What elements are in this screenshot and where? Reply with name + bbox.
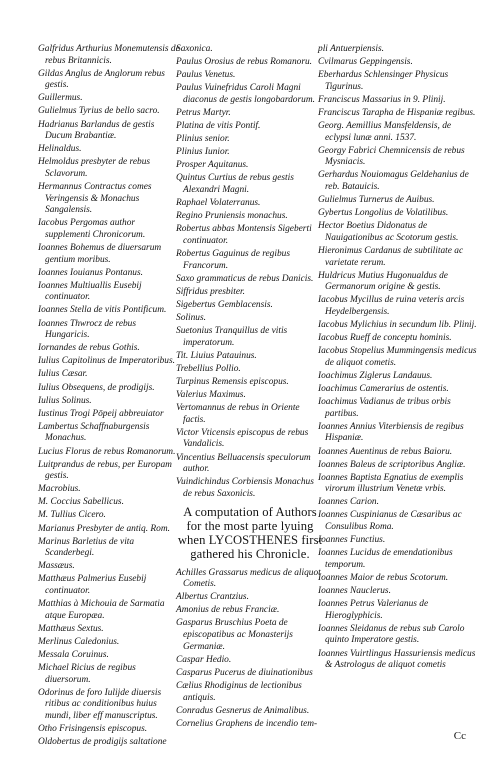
author-entry: Helmoldus presbyter de rebus Sclavorum.: [38, 157, 151, 179]
author-entry: Vertomannus de rebus in Oriente factis.: [176, 403, 300, 425]
author-entry: Iulius Solinus.: [38, 395, 92, 406]
author-entry: Suetonius Tranquillus de vitis imperatorum.: [176, 326, 288, 348]
author-entry: Amonius de rebus Franciæ.: [176, 605, 280, 616]
author-entry: Plinius Iunior.: [176, 147, 230, 158]
author-entry: Paulus Vuinefridus Caroli Magni diaconus de gestis longobardorum.: [176, 83, 315, 105]
author-entry: Franciscus Massarius in 9. Plinij.: [318, 94, 446, 105]
author-entry: Regino Pruniensis monachus.: [176, 211, 288, 222]
author-entry: Gulielmus Tyrius de bello sacro.: [38, 106, 160, 117]
author-entry: Hadrianus Barlandus de gestis Ducum Brabantiæ.: [38, 119, 155, 142]
author-entry: Gerhardus Nouiomagus Geldehanius de reb. Batauicis.: [318, 170, 469, 193]
author-entry: Victor Vticensis episcopus de rebus Vandalicis.: [176, 427, 309, 450]
author-entry: Georg. Aemillius Mansfeldensis, de eclypsi lunæ anni. 1537.: [318, 121, 452, 143]
author-entry: Gybertus Longolius de Volatilibus.: [318, 208, 449, 219]
author-entry: Lambertus Schaffnaburgensis Monachus.: [38, 421, 150, 444]
author-entry: Iustinus Trogi Pōpeij abbreuiator: [38, 408, 164, 419]
author-entry: Valerius Maximus.: [176, 390, 246, 401]
author-entry: M. Coccius Sabellicus.: [38, 497, 124, 508]
author-entry: Marinus Barletius de vita Scanderbegi.: [38, 536, 135, 559]
column-right: [318, 44, 478, 673]
author-entry: Raphael Volaterranus.: [176, 198, 261, 209]
author-entry: Iulius Obsequens, de prodigijs.: [38, 382, 155, 393]
author-entry: Platina de vitis Pontif.: [176, 121, 261, 132]
author-entry: Ioannes Annius Viterbiensis de regibus Hispaniæ.: [318, 421, 464, 444]
author-entry: Plinius senior.: [176, 134, 230, 145]
author-entry: Marianus Presbyter de antiq. Rom.: [38, 523, 170, 534]
section-heading: A computation of Authors for the most parte lyuing when LYCOSTHENES first gathered his Chronicle.: [177, 505, 323, 561]
column-middle-top-list: [176, 44, 324, 500]
author-entry: Vuindichindus Corbiensis Monachus de rebus Saxonicis.: [176, 477, 314, 499]
author-entry: Gildas Anglus de Anglorum rebus gestis.: [38, 68, 165, 91]
author-entry: Merlinus Caledonius.: [38, 636, 120, 647]
author-entry: Robertus abbas Montensis Sigeberti continuator.: [176, 224, 312, 246]
author-entry: Ioannes Petrus Valerianus de Hieroglyphicis.: [318, 599, 429, 621]
column-left: [38, 44, 180, 750]
author-entry: Odorinus de foro Iulijde diuersis ritibus ac conditionibus huius mundi, liber eff manuscriptus.: [38, 687, 162, 721]
author-entry: M. Tullius Cicero.: [38, 510, 106, 521]
author-entry: Ioannes Iouianus Pontanus.: [38, 267, 143, 278]
author-entry: Messala Coruinus.: [38, 650, 109, 660]
author-entry: pli Antuerpiensis.: [318, 44, 384, 54]
author-entry: Lucius Florus de rebus Romanorum.: [38, 446, 176, 457]
author-entry: Gasparus Bruschius Poeta de episcopatibus ac Monasterijs Germaniæ.: [176, 618, 293, 652]
author-entry: Ioannes Cuspinianus de Cæsaribus ac Consulibus Roma.: [318, 510, 462, 533]
author-entry: Ioannes Baptista Egnatius de exemplis virorum illustrium Venetæ vrbis.: [318, 472, 464, 495]
author-entry: Ioannes Carion.: [318, 497, 379, 508]
author-entry: Albertus Crantzius.: [176, 592, 249, 603]
author-entry: Helinaldus.: [38, 144, 82, 155]
author-entry: Cælius Rhodiginus de lectionibus antiquis.: [176, 680, 302, 703]
author-entry: Achilles Grassarus medicus de aliquot Cometis.: [176, 567, 321, 590]
author-entry: Guillermus.: [38, 93, 83, 104]
author-entry: Solinus.: [176, 312, 206, 323]
author-entry: Galfridus Arthurius Monemutensis de rebus Britannicis.: [38, 44, 180, 66]
column-middle-bottom-list: [176, 568, 324, 731]
author-entry: Gulielmus Turnerus de Auibus.: [318, 195, 435, 206]
author-entry: Siffridus presbiter.: [176, 286, 245, 297]
author-entry: Sigebertus Gemblacensis.: [176, 299, 273, 310]
author-entry: Ioannes Multiuallis Eusebij continuator.: [38, 280, 142, 303]
author-entry: Iacobus Mycillus de ruina veteris arcis Heydelbergensis.: [318, 295, 465, 317]
author-entry: Turpinus Remensis episcopus.: [176, 376, 289, 387]
signature-mark: Cc: [453, 730, 466, 742]
author-entry: Ioannes Nauclerus.: [318, 586, 391, 597]
author-entry: Iacobus Stopelius Mummingensis medicus de aliquot cometis.: [318, 346, 477, 368]
author-entry: Cvilmarus Geppingensis.: [318, 57, 413, 68]
author-entry: Iulius Cæsar.: [38, 369, 88, 380]
author-entry: Matthæus Palmerius Eusebij continuator.: [38, 574, 147, 597]
author-entry: Ioannes Maior de rebus Scotorum.: [318, 572, 449, 583]
author-entry: Franciscus Tarapha de Hispaniæ regibus.: [318, 107, 476, 118]
author-entry: Hieronimus Cardanus de subtilitate ac varietate rerum.: [318, 246, 464, 268]
author-entry: Ioannes Baleus de scriptoribus Angliæ.: [318, 459, 466, 470]
author-entry: Hector Boetius Didonatus de Nauigationibus ac Scotorum gestis.: [318, 221, 459, 243]
author-entry: Ioannes Thwrocz de rebus Hungaricis.: [38, 318, 136, 341]
author-entry: Cornelius Graphens de incendio tem-: [176, 718, 318, 729]
author-entry: Ioannes Stella de vitis Pontificum.: [38, 305, 167, 316]
author-entry: Vincentius Belluacensis speculorum author.: [176, 452, 311, 475]
author-entry: Massæus.: [38, 561, 75, 572]
author-entry: Matthias à Michouia de Sarmatia atque Europæa.: [38, 599, 165, 621]
author-entry: Huldricus Mutius Hugonualdus de Germanorum origine & gestis.: [318, 270, 448, 293]
author-entry: Hermannus Contractus comes Veringensis & Monachus Sangalensis.: [38, 182, 152, 216]
author-entry: Prosper Aquitanus.: [176, 160, 249, 171]
author-entry: Casparus Pucerus de diuinationibus: [176, 667, 313, 678]
author-entry: Iacobus Mylichius in secundum lib. Plinij.: [318, 320, 477, 331]
author-entry: Iacobus Rueff de conceptu hominis.: [318, 333, 452, 344]
author-entry: Matthæus Sextus.: [38, 623, 104, 634]
author-entry: Ioannes Lucidus de emendationibus temporum.: [318, 548, 453, 570]
author-entry: Ioannes Auentinus de rebus Baioru.: [318, 446, 453, 457]
column-middle: [176, 44, 324, 732]
author-entry: Luitprandus de rebus, per Europam gestis.: [38, 459, 172, 482]
author-entry: Michael Ricius de regibus diuersorum.: [38, 663, 136, 685]
author-entry: Georgy Fabrici Chemnicensis de rebus Mysniacis.: [318, 145, 465, 168]
author-entry: Iacobus Pergomas author supplementi Chronicorum.: [38, 218, 146, 240]
author-entry: Macrobius.: [38, 484, 81, 495]
author-entry: Oldobertus de prodigijs saltatione: [38, 737, 167, 748]
author-entry: Tit. Liuius Patauinus.: [176, 350, 257, 361]
author-entry: Ioannes Sleidanus de rebus sub Carolo quinto Imperatore gestis.: [318, 623, 465, 646]
author-entry: Iulius Capitolinus de Imperatoribus.: [38, 356, 175, 367]
author-entry: Ioachimus Vadianus de tribus orbis partibus.: [318, 397, 451, 419]
author-entry: Otho Frisingensis episcopus.: [38, 724, 148, 735]
author-entry: Paulus Venetus.: [176, 70, 236, 81]
author-entry: Ioannes Functius.: [318, 535, 386, 546]
author-entry: Quintus Curtius de rebus gestis Alexandri Magni.: [176, 173, 294, 196]
author-entry: Eberhardus Schlensinger Physicus Tigurinus.: [318, 70, 449, 92]
author-entry: Paulus Orosius de rebus Romanoru.: [176, 57, 313, 68]
author-entry: Conradus Gesnerus de Animalibus.: [176, 705, 310, 716]
author-entry: Caspar Hedio.: [176, 654, 232, 665]
author-entry: Ioachimus Ziglerus Landauus.: [318, 370, 433, 381]
author-entry: Petrus Martyr.: [176, 107, 231, 118]
author-entry: Ioannes Vuirtlingus Hassuriensis medicus & Astrologus de aliquot cometis: [318, 648, 476, 671]
author-entry: Trebellius Pollio.: [176, 363, 241, 374]
author-entry: Saxo grammaticus de rebus Danicis.: [176, 273, 314, 284]
author-entry: Ioachimus Camerarius de ostentis.: [318, 384, 449, 395]
author-entry: Iornandes de rebus Gothis.: [38, 343, 140, 354]
author-entry: Ioannes Bohemus de diuersarum gentium moribus.: [38, 243, 162, 265]
author-entry: Saxonica.: [176, 44, 213, 54]
author-entry: Robertus Gaguinus de regibus Francorum.: [176, 249, 290, 271]
